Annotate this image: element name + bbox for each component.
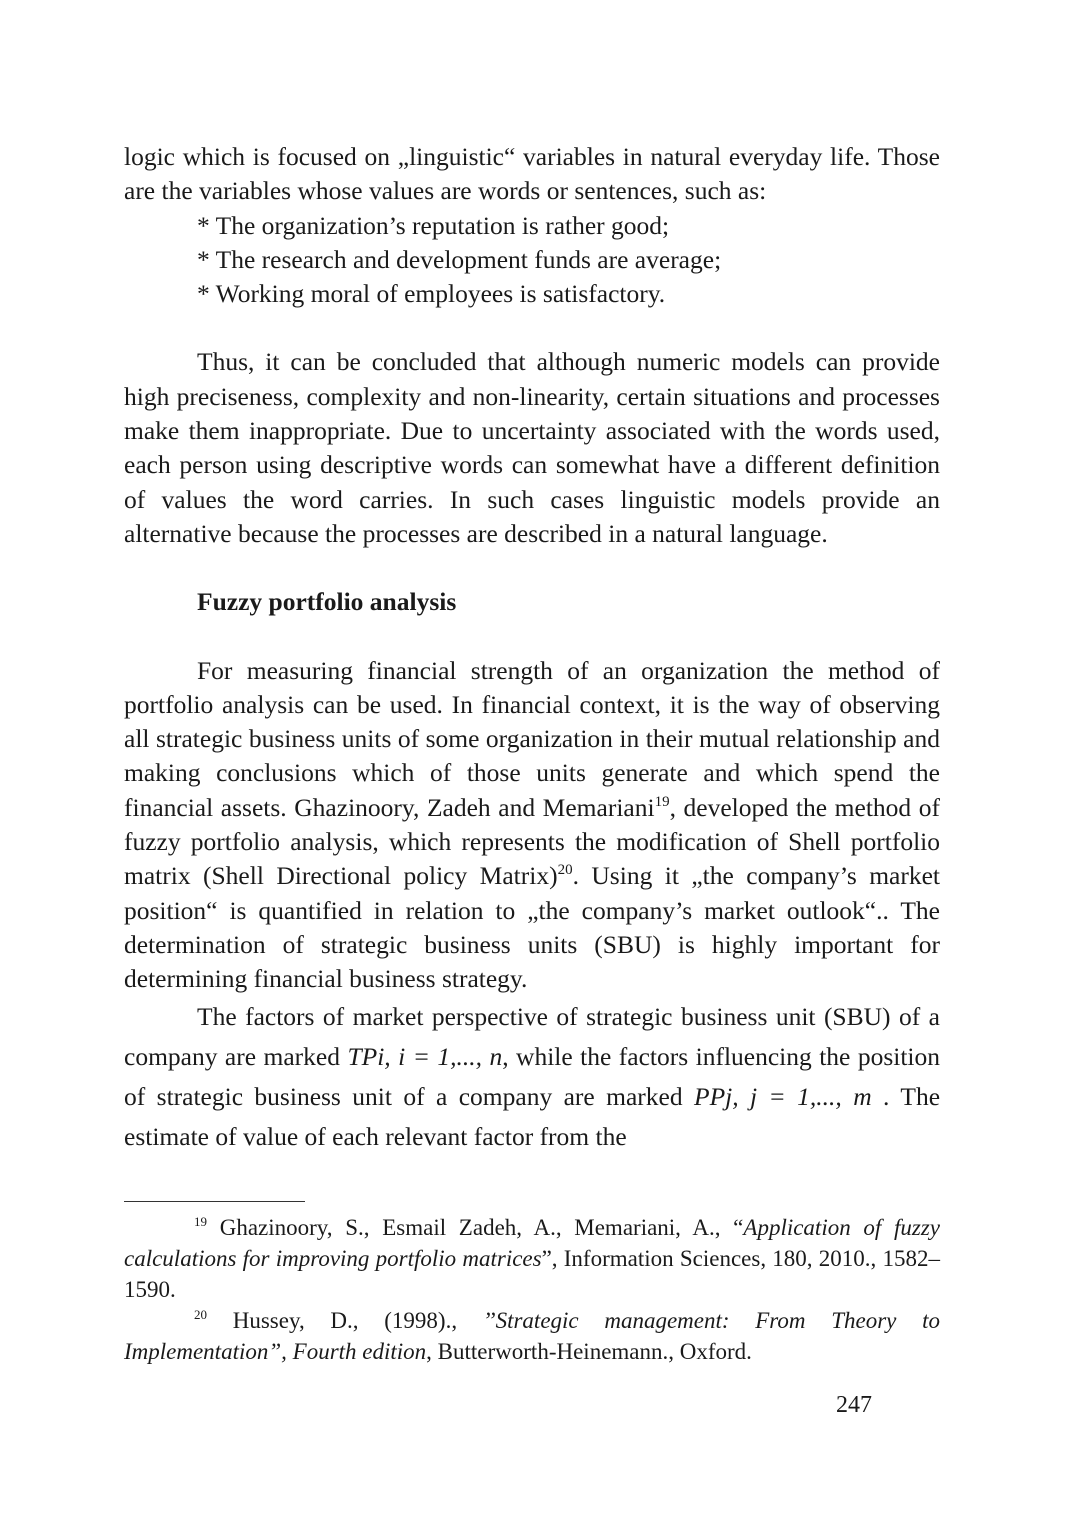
paragraph-text: . Using it „the company’s market position“ is quantified in relation to „the company’s market outlook“.. The determination of strategic business units (SBU) is highly important for determining financial business strategy. [124, 861, 940, 994]
paragraph-text: The factors of market perspective of strategic business unit (SBU) of a company are marked [124, 1001, 940, 1071]
footnote-19 [124, 1212, 940, 1305]
bullet-item: * Working moral of employees is satisfactory. [197, 279, 666, 309]
bullet-item: * The research and development funds are average; [197, 244, 722, 274]
portfolio-paragraph [124, 654, 940, 997]
formula-tp: TPi, i = 1,..., n [347, 1041, 503, 1071]
footnote-rest: ”, Information Sciences, 180, 2010., 1582–1590. [124, 1246, 941, 1302]
footnote-ref-19: 19 [654, 793, 670, 810]
paragraph-text: , developed the method of fuzzy portfolio analysis, which represents the modification of Shell portfolio matrix (Shell Directional policy Matrix) [124, 792, 940, 891]
section-heading: Fuzzy portfolio analysis [197, 587, 457, 617]
footnotes [124, 1212, 940, 1367]
footnote-number: 19 [194, 1214, 207, 1229]
intro-paragraph: logic which is focused on „linguistic“ variables in natural everyday life. Those are the variables whose values are words or sentences, such as: [124, 142, 940, 206]
footnote-title: ’’Strategic management: From Theory to Implementation”, Fourth edition [124, 1308, 941, 1364]
factors-paragraph [124, 997, 940, 1157]
footnote-number: 20 [194, 1307, 207, 1322]
footnote-rest: , Butterworth-Heinemann., Oxford. [426, 1339, 752, 1364]
footnote-authors: Ghazinoory, S., Esmail Zadeh, A., Memariani, A., “ [219, 1215, 744, 1240]
conclusion-paragraph: Thus, it can be concluded that although numeric models can provide high preciseness, complexity and non-linearity, certain situations and processes make them inappropriate. Due to uncertainty associated with the words used, each person using descriptive words can somewhat have a different definition of values the word carries. In such cases linguistic models provide an alternative because the processes are described in a natural language. [124, 347, 940, 548]
paragraph-text: For measuring financial strength of an organization the method of portfolio analysis can be used. In financial context, it is the way of observing all strategic business units of some organization in their mutual relationship and making conclusions which of those units generate and which spend the financial assets. Ghazinoory, Zadeh and Memariani [124, 655, 940, 822]
body-text [124, 140, 940, 1157]
footnote-ref-20: 20 [557, 862, 573, 879]
page-number: 247 [836, 1392, 872, 1418]
bullet-list [124, 209, 940, 312]
footnote-20 [124, 1305, 940, 1367]
bullet-item: * The organization’s reputation is rather good; [197, 210, 670, 240]
footnote-divider [124, 1201, 305, 1202]
paragraph-text: . The estimate of value of each relevant factor from the [124, 1081, 941, 1151]
footnote-title: Application of fuzzy calculations for improving portfolio matrices [124, 1215, 941, 1271]
formula-pp: PPj, j = 1,..., m [694, 1081, 872, 1111]
footnote-authors: Hussey, D., (1998)., [232, 1308, 483, 1333]
paragraph-text: , while the factors influencing the position of strategic business unit of a company are marked [124, 1041, 941, 1111]
